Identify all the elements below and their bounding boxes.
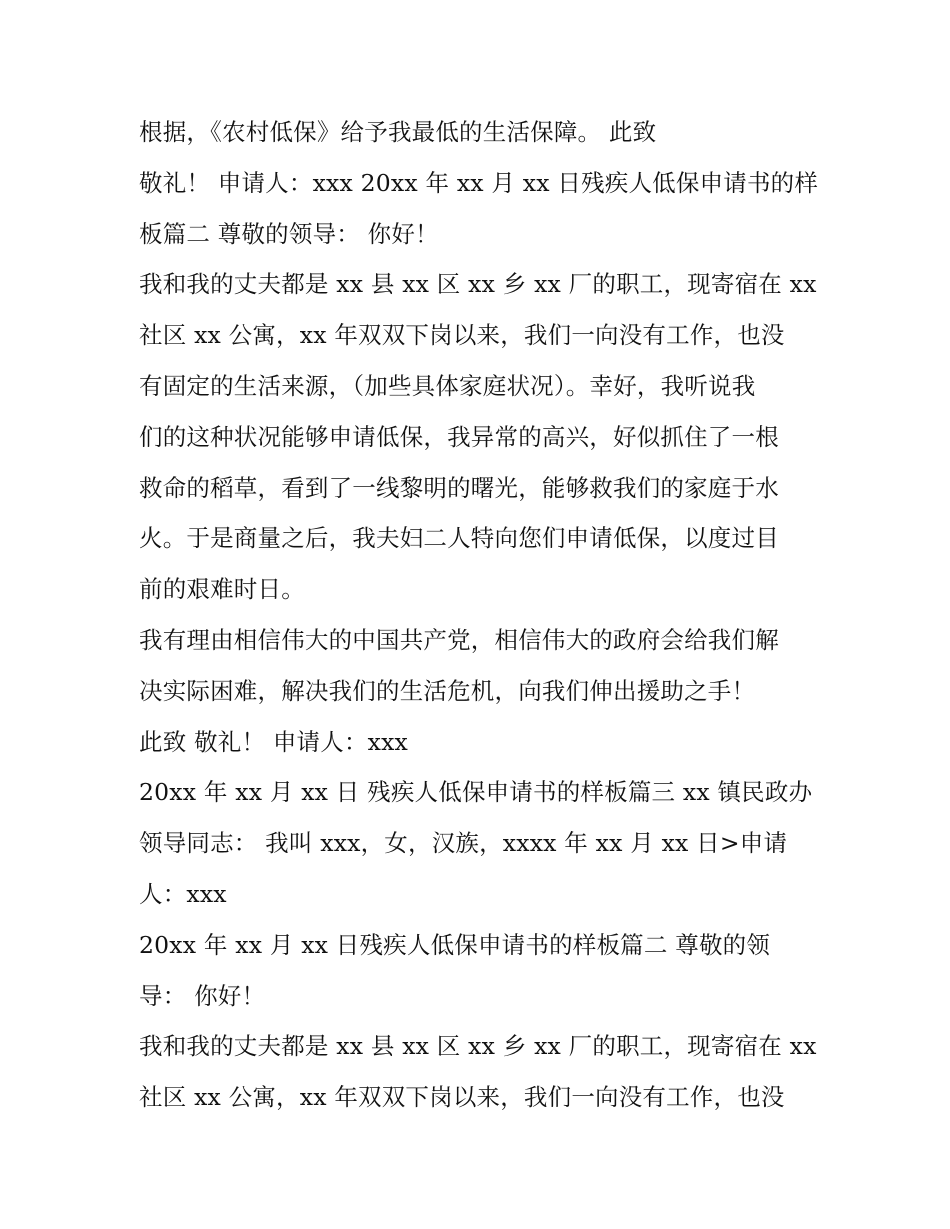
text-line: 板篇二 尊敬的领导： 你好！ <box>139 219 439 248</box>
text-line: 领导同志： 我叫 xxx，女，汉族，xxxx 年 xx 月 xx 日>申请 <box>139 829 788 858</box>
text-line: 20xx 年 xx 月 xx 日残疾人低保申请书的样板篇二 尊敬的领 <box>139 930 771 959</box>
text-line: 此致 敬礼！ 申请人：xxx <box>139 727 408 756</box>
text-line: 导： 你好！ <box>139 981 266 1010</box>
text-line: 我和我的丈夫都是 xx 县 xx 区 xx 乡 xx 厂的职工，现寄宿在 xx <box>139 1032 817 1061</box>
text-line: 我和我的丈夫都是 xx 县 xx 区 xx 乡 xx 厂的职工，现寄宿在 xx <box>139 270 817 299</box>
text-line: 火。于是商量之后，我夫妇二人特向您们申请低保，以度过目 <box>139 524 779 553</box>
text-line: 根据，《农村低保》给予我最低的生活保障。 此致 <box>139 118 657 146</box>
text-line: 我有理由相信伟大的中国共产党，相信伟大的政府会给我们解 <box>139 625 779 654</box>
text-line: 救命的稻草，看到了一线黎明的曙光，能够救我们的家庭于水 <box>139 473 779 502</box>
text-line: 有固定的生活来源，（加些具体家庭状况）。幸好，我听说我 <box>139 371 756 400</box>
text-line: 社区 xx 公寓，xx 年双双下岗以来，我们一向没有工作，也没 <box>139 321 785 350</box>
document-body <box>139 107 819 1123</box>
text-line: 20xx 年 xx 月 xx 日 残疾人低保申请书的样板篇三 xx 镇民政办 <box>139 778 813 807</box>
text-line: 人：xxx <box>139 879 227 908</box>
text-line: 社区 xx 公寓，xx 年双双下岗以来，我们一向没有工作，也没 <box>139 1083 785 1112</box>
text-line: 们的这种状况能够申请低保，我异常的高兴，好似抓住了一根 <box>139 422 779 451</box>
text-line: 决实际困难，解决我们的生活危机，向我们伸出援助之手！ <box>139 676 756 705</box>
text-line: 敬礼！ 申请人：xxx 20xx 年 xx 月 xx 日残疾人低保申请书的样 <box>139 168 819 197</box>
text-line: 前的艰难时日。 <box>139 575 305 604</box>
